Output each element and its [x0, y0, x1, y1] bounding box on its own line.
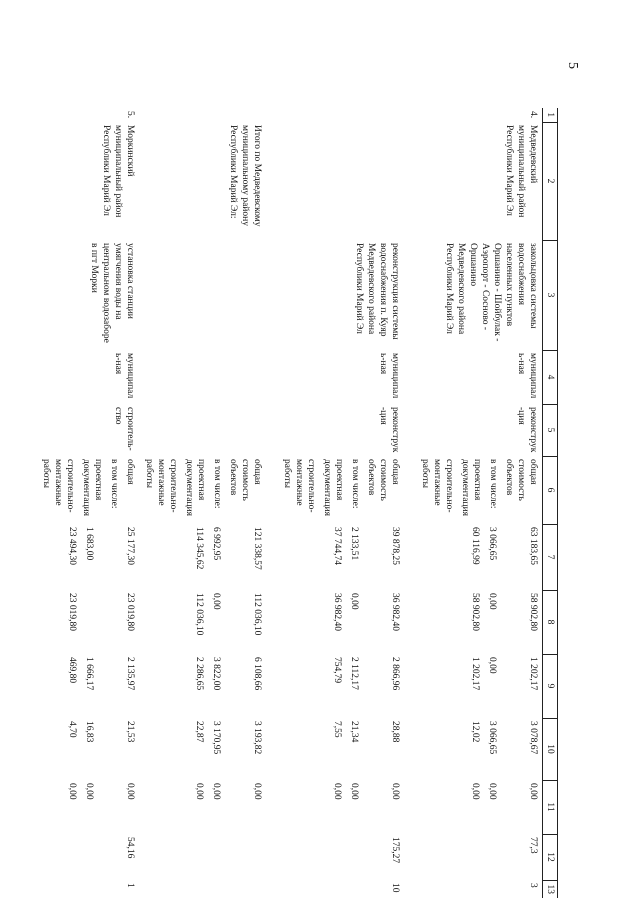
indicator-cell [267, 834, 405, 880]
column-number-5: 5 [543, 404, 558, 456]
cost-category-line: строительно-монтажные работы [282, 459, 317, 513]
amount-cell-c10 [405, 718, 543, 780]
amount-value: 16,83 [84, 721, 95, 743]
amount-value: 36 982,40 [390, 593, 401, 631]
work-type-cell [405, 404, 543, 456]
row-number-cell [405, 108, 543, 122]
cost-category-line: в том числе: [109, 459, 120, 509]
amount-cell-c11 [2, 780, 140, 834]
cost-category-line: общая стоимость объектов [504, 459, 538, 501]
indicator-cell [405, 834, 543, 880]
amount-cell-c9 [140, 654, 267, 718]
amount-value: 754,79 [332, 657, 343, 684]
amount-value: 0,00 [332, 783, 343, 800]
amount-value: 2 866,96 [390, 657, 401, 691]
district-cell [405, 122, 543, 240]
amount-value: 1 666,17 [84, 657, 95, 691]
amount-value: 4,70 [67, 721, 78, 738]
amount-value: 23 494,30 [67, 527, 78, 565]
ownership-type: муниципаль-ная [378, 353, 401, 399]
object-name: реконструкция системы водоснабжения п. Куяр Медведевского района Республики Марий Эл [354, 243, 401, 340]
amount-value: 3 822,00 [211, 657, 222, 691]
column-number-12: 12 [543, 834, 558, 880]
column-number-6: 6 [543, 456, 558, 524]
amount-cell-c7 [2, 524, 140, 590]
column-number-1: 1 [543, 108, 558, 122]
object-cell [267, 240, 405, 350]
cost-category-line: общая стоимость объектов [366, 459, 401, 501]
amount-value: 121 338,57 [252, 527, 263, 570]
column-number-7: 7 [543, 524, 558, 590]
amount-value: 0,00 [349, 783, 360, 800]
amount-value: 21,34 [349, 721, 360, 743]
amount-value [235, 783, 247, 831]
amount-value: 39 878,25 [390, 527, 401, 565]
column-number-13: 13 [543, 880, 558, 898]
amount-value [510, 593, 522, 651]
column-number-11: 11 [543, 780, 558, 834]
amount-value: 0,00 [211, 593, 222, 610]
column-number-row [543, 108, 558, 898]
amount-value: 114 345,62 [194, 527, 205, 570]
ownership-type: муниципаль-ная [113, 353, 136, 399]
amount-value: 112 036,10 [252, 593, 263, 636]
cost-category-line: в том числе: [212, 459, 223, 509]
amount-value [510, 721, 522, 777]
amount-cell-c10 [267, 718, 405, 780]
amount-value [108, 527, 120, 587]
amount-value [108, 783, 120, 831]
district-cell [2, 122, 140, 240]
district-name: Моркинский муниципальный район Республики Марий Эл [101, 125, 136, 218]
amount-value [510, 783, 522, 831]
amount-cell-c9 [267, 654, 405, 718]
amount-value: 63 183,65 [528, 527, 538, 565]
ownership-cell [2, 350, 140, 404]
column-number-4: 4 [543, 350, 558, 404]
amount-value: 12,02 [470, 721, 480, 743]
ownership-cell [140, 350, 267, 404]
district-cell [140, 122, 267, 240]
row-number-cell [140, 108, 267, 122]
amount-value: 2 135,97 [125, 657, 136, 691]
amount-cell-c8 [405, 590, 543, 654]
amount-value [108, 657, 120, 715]
table-row [2, 108, 140, 898]
cost-category-line: в том числе: [488, 459, 498, 509]
column-number-10: 10 [543, 718, 558, 780]
cost-category-cell [405, 456, 543, 524]
amount-value: 0,00 [125, 783, 136, 800]
cost-category-line: проектная документация [81, 459, 104, 517]
cost-category-cell [2, 456, 140, 524]
object-cell [140, 240, 267, 350]
amount-value [373, 593, 385, 651]
amount-value: 1 202,17 [528, 657, 538, 691]
amount-value: 6 992,95 [211, 527, 222, 561]
amount-value: 0,00 [349, 593, 360, 610]
amount-value: 0,00 [390, 783, 401, 800]
amount-value: 3 170,95 [211, 721, 222, 755]
row-number-cell [2, 108, 140, 122]
amount-value [84, 593, 96, 651]
amount-value [510, 527, 522, 587]
amount-cell-c8 [140, 590, 267, 654]
count-cell [405, 880, 543, 898]
table-row [140, 108, 267, 898]
amount-cell-c7 [267, 524, 405, 590]
funding-table [2, 108, 559, 898]
amount-value: 23 019,80 [125, 593, 136, 631]
object-cell [405, 240, 543, 350]
amount-value: 0,00 [487, 657, 497, 674]
cost-category-line: общая [125, 459, 136, 485]
row-number-cell [267, 108, 405, 122]
amount-value: 0,00 [528, 783, 538, 800]
count-value: 10 [390, 883, 401, 893]
amount-cell-c11 [140, 780, 267, 834]
amount-value: 22,87 [194, 721, 205, 743]
amount-value: 2 112,17 [349, 657, 360, 690]
amount-cell-c7 [140, 524, 267, 590]
ownership-cell [405, 350, 543, 404]
amount-value: 25 177,30 [125, 527, 136, 565]
column-number-2: 2 [543, 122, 558, 240]
amount-value: 1 202,17 [470, 657, 480, 691]
object-name: закольцовка системы водоснабжения населенных пунктов Оршанино - Шойбулак - Аэропорт - Сосново - Оршанино Медведевского района Республики Марий Эл [444, 243, 538, 342]
amount-cell-c11 [267, 780, 405, 834]
amount-value: 2 133,51 [349, 527, 360, 561]
district-cell [267, 122, 405, 240]
district-name: Медведевский муниципальный район Республики Марий Эл [504, 125, 538, 218]
column-number-3: 3 [543, 240, 558, 350]
amount-value [373, 527, 385, 587]
indicator-value: 175,27 [390, 837, 401, 864]
column-number-8: 8 [543, 590, 558, 654]
amount-value: 3 066,65 [487, 527, 497, 561]
indicator-value: 77,3 [528, 837, 538, 854]
amount-value: 7,55 [332, 721, 343, 738]
amount-cell-c10 [2, 718, 140, 780]
amount-cell-c9 [405, 654, 543, 718]
amount-value: 58 902,80 [470, 593, 480, 631]
amount-value: 37 744,74 [332, 527, 343, 565]
amount-value: 3 193,82 [252, 721, 263, 755]
amount-value: 0,00 [487, 593, 497, 610]
amount-value: 0,00 [470, 783, 480, 800]
work-type-cell [140, 404, 267, 456]
cost-category-line: общая стоимость объектов [228, 459, 263, 501]
amount-value: 0,00 [194, 783, 205, 800]
count-value [252, 883, 264, 895]
amount-value: 6 108,66 [252, 657, 263, 691]
amount-value: 0,00 [84, 783, 95, 800]
amount-value [373, 721, 385, 777]
work-type-cell [267, 404, 405, 456]
amount-value [235, 527, 247, 587]
district-name: Итого по Медведевскому муниципальному району Республики Марий Эл: [228, 125, 263, 227]
cost-category-line: проектная документация [184, 459, 207, 517]
amount-value: 36 982,40 [332, 593, 343, 631]
amount-value [373, 783, 385, 831]
table-row [405, 108, 543, 898]
amount-value [108, 721, 120, 777]
cost-category-cell [267, 456, 405, 524]
count-value: 3 [528, 883, 538, 888]
column-number-9: 9 [543, 654, 558, 718]
ownership-type: муниципаль-ная [516, 353, 538, 399]
table-body [2, 108, 558, 898]
page-number: 5 [565, 62, 580, 69]
work-type: реконструк-ция [378, 407, 401, 453]
amount-value [235, 657, 247, 715]
amount-cell-c8 [267, 590, 405, 654]
amount-value: 60 116,99 [470, 527, 480, 565]
amount-value: 58 902,80 [528, 593, 538, 631]
work-type: строитель-ство [113, 407, 136, 451]
amount-cell-c11 [405, 780, 543, 834]
cost-category-line: проектная документация [460, 459, 482, 517]
amount-cell-c10 [140, 718, 267, 780]
amount-value: 3 078,67 [528, 721, 538, 755]
cost-category-line: проектная документация [322, 459, 345, 517]
amount-value: 0,00 [487, 783, 497, 800]
amount-value: 28,88 [390, 721, 401, 743]
cost-category-cell [140, 456, 267, 524]
amount-value [108, 593, 120, 651]
amount-value: 0,00 [67, 783, 78, 800]
amount-value [510, 657, 522, 715]
amount-value [235, 721, 247, 777]
amount-value: 1 683,00 [84, 527, 95, 561]
amount-value: 3 066,65 [487, 721, 497, 755]
cost-category-line: строительно-монтажные работы [41, 459, 76, 513]
amount-cell-c7 [405, 524, 543, 590]
table-row [267, 108, 405, 898]
amount-value: 469,80 [67, 657, 78, 684]
cost-category-line: строительно-монтажные работы [144, 459, 179, 513]
count-cell [2, 880, 140, 898]
count-cell [267, 880, 405, 898]
amount-value: 112 036,10 [194, 593, 205, 636]
count-cell [140, 880, 267, 898]
amount-value [373, 657, 385, 715]
amount-value: 23 019,80 [67, 593, 78, 631]
indicator-cell [140, 834, 267, 880]
amount-value: 0,00 [211, 783, 222, 800]
count-value: 1 [125, 883, 136, 888]
rotated-table-container [28, 108, 558, 898]
indicator-value: 54,16 [125, 837, 136, 859]
row-number: 5. [125, 111, 136, 119]
work-type-cell [2, 404, 140, 456]
cost-category-line: в том числе: [350, 459, 361, 509]
amount-value: 0,00 [252, 783, 263, 800]
amount-value [235, 593, 247, 651]
work-type: реконструк-ция [516, 407, 538, 453]
amount-cell-c9 [2, 654, 140, 718]
indicator-value [252, 837, 264, 877]
object-cell [2, 240, 140, 350]
ownership-cell [267, 350, 405, 404]
row-number: 4. [528, 111, 538, 119]
indicator-cell [2, 834, 140, 880]
amount-value: 21,53 [125, 721, 136, 743]
object-name: установка станции умягчения воды на центральном водозаборе в пгт Морки [89, 243, 136, 343]
amount-value: 2 286,65 [194, 657, 205, 691]
cost-category-line: строительно-монтажные работы [420, 459, 454, 513]
amount-cell-c8 [2, 590, 140, 654]
